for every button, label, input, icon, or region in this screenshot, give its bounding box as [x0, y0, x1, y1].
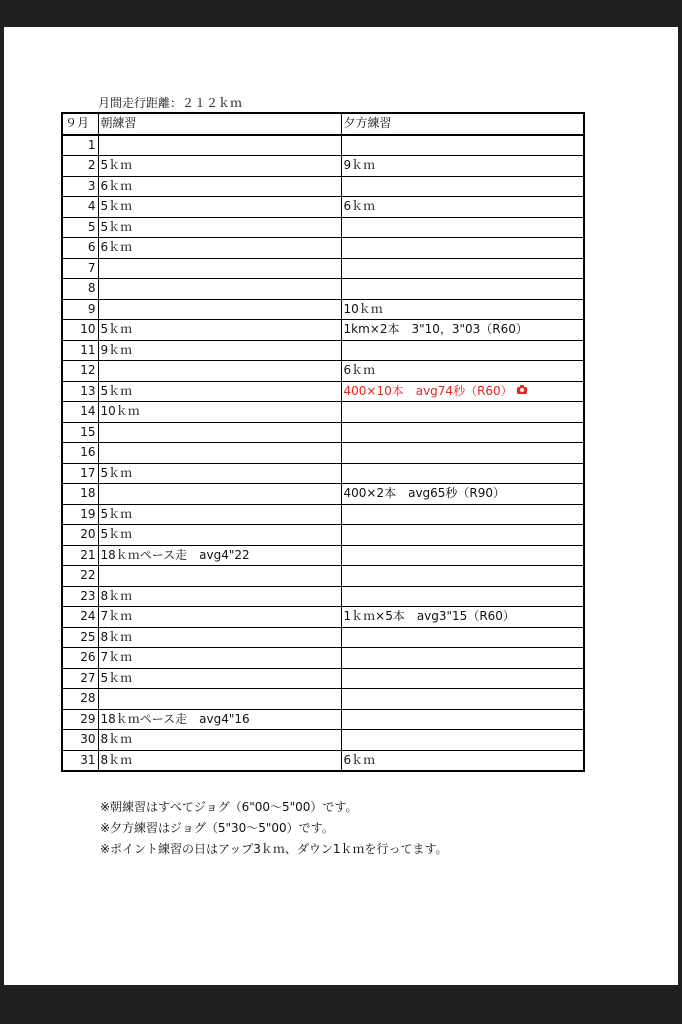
table-row [62, 750, 584, 771]
day-cell: 8 [62, 279, 98, 300]
evening-cell [341, 525, 584, 546]
note-line: ※夕方練習はジョグ（5"30～5"00）です。 [100, 821, 334, 835]
day-cell: 1 [62, 135, 98, 156]
day-cell: 17 [62, 463, 98, 484]
table-row [62, 135, 584, 156]
table-row [62, 422, 584, 443]
day-cell: 28 [62, 689, 98, 710]
day-cell: 16 [62, 443, 98, 464]
morning-cell: 8ｋｍ [98, 730, 341, 751]
day-cell: 3 [62, 176, 98, 197]
table-row [62, 238, 584, 259]
day-cell: 7 [62, 258, 98, 279]
table-row [62, 566, 584, 587]
morning-cell: 5ｋｍ [98, 463, 341, 484]
evening-cell [341, 504, 584, 525]
day-cell: 4 [62, 197, 98, 218]
monthly-distance-title: 月間走行距離：２１２ｋｍ [98, 96, 243, 110]
header-morning: 朝練習 [98, 113, 341, 135]
morning-cell [98, 299, 341, 320]
morning-cell: 5ｋｍ [98, 668, 341, 689]
table-row [62, 668, 584, 689]
note-line: ※朝練習はすべてジョグ（6"00～5"00）です。 [100, 800, 358, 814]
evening-cell [341, 381, 584, 402]
table-row [62, 340, 584, 361]
morning-cell [98, 484, 341, 505]
table-row [62, 525, 584, 546]
viewer-bottom-bar [0, 985, 682, 1024]
table-row [62, 484, 584, 505]
table-row [62, 730, 584, 751]
day-cell: 22 [62, 566, 98, 587]
evening-cell [341, 463, 584, 484]
morning-cell: 10ｋｍ [98, 402, 341, 423]
viewer-top-bar [0, 0, 682, 27]
day-cell: 27 [62, 668, 98, 689]
evening-cell [341, 668, 584, 689]
day-cell: 31 [62, 750, 98, 771]
table-row [62, 279, 584, 300]
day-cell: 19 [62, 504, 98, 525]
evening-cell: 1km×2本 3"10，3"03（R60） [341, 320, 584, 341]
day-cell: 12 [62, 361, 98, 382]
table-row [62, 320, 584, 341]
table-row [62, 443, 584, 464]
day-cell: 26 [62, 648, 98, 669]
morning-cell: 9ｋｍ [98, 340, 341, 361]
morning-cell [98, 279, 341, 300]
table-row [62, 545, 584, 566]
table-row [62, 463, 584, 484]
evening-cell: 6ｋｍ [341, 197, 584, 218]
table-row [62, 176, 584, 197]
day-cell: 29 [62, 709, 98, 730]
evening-cell [341, 545, 584, 566]
table-row [62, 709, 584, 730]
morning-cell [98, 443, 341, 464]
morning-cell: 5ｋｍ [98, 156, 341, 177]
day-cell: 18 [62, 484, 98, 505]
evening-cell [341, 709, 584, 730]
evening-cell [341, 648, 584, 669]
evening-cell: 1ｋｍ×5本 avg3"15（R60） [341, 607, 584, 628]
day-cell: 24 [62, 607, 98, 628]
evening-cell: 10ｋｍ [341, 299, 584, 320]
header-day: ９月 [62, 113, 98, 135]
morning-cell: 18ｋｍペース走 avg4"22 [98, 545, 341, 566]
table-header-row [62, 113, 584, 135]
morning-cell: 5ｋｍ [98, 217, 341, 238]
morning-cell [98, 258, 341, 279]
evening-cell [341, 443, 584, 464]
morning-cell: 5ｋｍ [98, 197, 341, 218]
morning-cell: 6ｋｍ [98, 176, 341, 197]
morning-cell: 8ｋｍ [98, 750, 341, 771]
table-row [62, 217, 584, 238]
day-cell: 21 [62, 545, 98, 566]
evening-cell [341, 340, 584, 361]
evening-cell: 400×2本 avg65秒（R90） [341, 484, 584, 505]
evening-cell [341, 279, 584, 300]
table-row [62, 607, 584, 628]
day-cell: 6 [62, 238, 98, 259]
morning-cell: 8ｋｍ [98, 627, 341, 648]
evening-cell: 9ｋｍ [341, 156, 584, 177]
evening-cell [341, 402, 584, 423]
day-cell: 15 [62, 422, 98, 443]
day-cell: 11 [62, 340, 98, 361]
day-cell: 5 [62, 217, 98, 238]
evening-cell: 6ｋｍ [341, 750, 584, 771]
table-row [62, 258, 584, 279]
evening-cell [341, 689, 584, 710]
evening-cell [341, 586, 584, 607]
table-row [62, 156, 584, 177]
evening-cell [341, 627, 584, 648]
morning-cell: 5ｋｍ [98, 525, 341, 546]
day-cell: 9 [62, 299, 98, 320]
day-cell: 14 [62, 402, 98, 423]
table-row [62, 627, 584, 648]
day-cell: 13 [62, 381, 98, 402]
evening-cell [341, 135, 584, 156]
table-row [62, 586, 584, 607]
evening-cell [341, 176, 584, 197]
evening-cell [341, 258, 584, 279]
morning-cell: 5ｋｍ [98, 320, 341, 341]
evening-cell [341, 730, 584, 751]
morning-cell: 18ｋｍペース走 avg4"16 [98, 709, 341, 730]
evening-cell [341, 238, 584, 259]
morning-cell: 5ｋｍ [98, 381, 341, 402]
morning-cell [98, 422, 341, 443]
evening-text: 400×10本 avg74秒（R60） [343, 383, 513, 398]
table-row [62, 689, 584, 710]
table-row [62, 504, 584, 525]
header-evening: 夕方練習 [341, 113, 584, 135]
morning-cell: 6ｋｍ [98, 238, 341, 259]
day-cell: 10 [62, 320, 98, 341]
evening-cell [341, 217, 584, 238]
morning-cell [98, 566, 341, 587]
notes [100, 797, 448, 860]
day-cell: 23 [62, 586, 98, 607]
table-row [62, 197, 584, 218]
document-page [4, 27, 678, 985]
evening-cell [341, 422, 584, 443]
table-row [62, 402, 584, 423]
day-cell: 20 [62, 525, 98, 546]
note-line: ※ポイント練習の日はアップ3ｋｍ、ダウン1ｋｍを行ってます。 [100, 842, 448, 856]
day-cell: 25 [62, 627, 98, 648]
table-row [62, 381, 584, 402]
morning-cell [98, 135, 341, 156]
evening-cell [341, 566, 584, 587]
morning-cell [98, 361, 341, 382]
morning-cell [98, 689, 341, 710]
table-row [62, 648, 584, 669]
table-row [62, 361, 584, 382]
morning-cell: 7ｋｍ [98, 648, 341, 669]
morning-cell: 5ｋｍ [98, 504, 341, 525]
training-log-table [61, 112, 585, 772]
day-cell: 30 [62, 730, 98, 751]
morning-cell: 7ｋｍ [98, 607, 341, 628]
evening-cell: 6ｋｍ [341, 361, 584, 382]
camera-icon [517, 387, 527, 394]
table-row [62, 299, 584, 320]
table-body [62, 135, 584, 772]
day-cell: 2 [62, 156, 98, 177]
morning-cell: 8ｋｍ [98, 586, 341, 607]
